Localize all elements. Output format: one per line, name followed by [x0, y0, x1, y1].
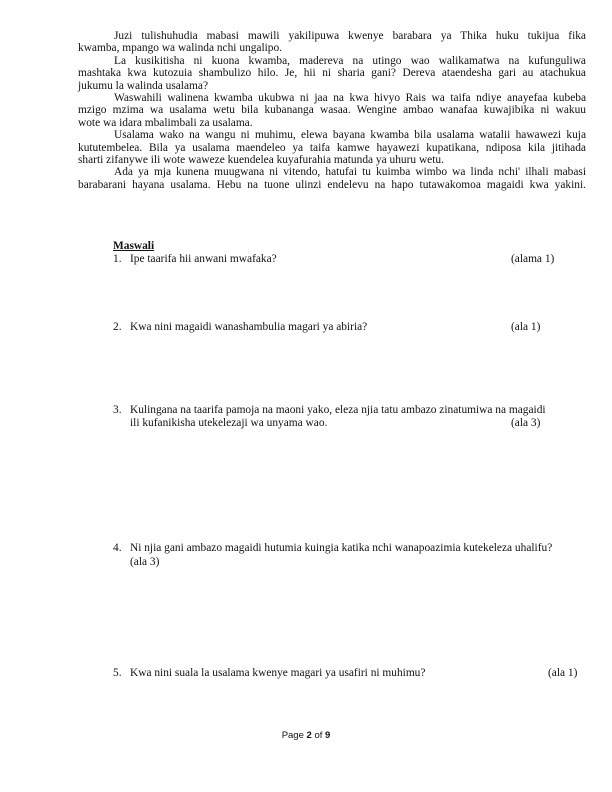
question-text: Kulingana na taarifa pamoja na maoni yako, eleza njia tatu ambazo zinatumiwa na magaidi [130, 404, 546, 416]
passage-line: Waswahili walinena kwamba ukubwa ni jaa na kwa hivyo Rais wa taifa ndiye anayefaa kubeba [114, 92, 586, 104]
passage-line: wote wa idara mbalimbali za usalama. [78, 116, 253, 129]
passage-line: kututembelea. Bila ya usalama maendeleo ya taifa kamwe hayawezi kupatikana, ndiposa kila jitihada [78, 141, 586, 154]
questions-heading: Maswali [113, 240, 155, 252]
question-text: Kwa nini magaidi wanashambulia magari ya abiria? [130, 321, 368, 333]
question-text: Ni njia gani ambazo magaidi hutumia kuingia katika nchi wanapoazimia kutekeleza uhalifu? [130, 542, 553, 554]
question-marks: (ala 1) [548, 667, 578, 679]
page-footer [0, 730, 612, 741]
passage-line: jukumu la walinda usalama? [78, 79, 209, 92]
passage-line: mzigo mzima wa usalama wetu bila kubananga wasaa. Wengine ambao wanafaa kuwajibika ni wakuu [78, 104, 586, 117]
passage-line: barabarani hayana usalama. Hebu na tuone ulinzi endelevu na hapo tutawakomoa magaidi kwa yakini. [78, 178, 586, 191]
passage-line: La kusikitisha ni kuona kwamba, madereva na utingo wao walikamatwa na kufunguliwa [114, 54, 586, 67]
question-marks: (ala 3) [511, 417, 541, 429]
question-text: ili kufanikisha utekelezaji wa unyama wao. [130, 417, 328, 429]
footer-prefix: Page [281, 730, 307, 741]
total-pages: 9 [325, 730, 331, 741]
passage-line: kwamba, mpango wa walinda nchi ungalipo. [78, 42, 283, 55]
passage-line: Usalama wako na wangu ni muhimu, elewa bayana kwamba bila usalama watalii hawawezi kuja [114, 129, 586, 142]
question-number: 4. [113, 542, 122, 554]
question-text: Ipe taarifa hii anwani mwafaka? [130, 253, 277, 265]
question-number: 5. [113, 667, 122, 679]
current-page: 2 [306, 730, 312, 741]
question-text: Kwa nini suala la usalama kwenye magari ya usafiri ni muhimu? [130, 667, 426, 679]
passage-line: sharti zifanywe ili wote waweze kuendelea kuyafurahia matunda ya uhuru wetu. [78, 154, 444, 166]
question-marks: (ala 1) [511, 321, 541, 333]
question-number: 1. [113, 253, 122, 265]
question-number: 2. [113, 321, 122, 333]
passage-line: Ada ya mja kunena muugwana ni vitendo, hatufai tu kuimba wimbo wa linda nchi' ilhali mabasi [114, 166, 586, 179]
question-number: 3. [113, 404, 122, 416]
question-marks: (alama 1) [511, 253, 555, 265]
passage-line: mashtaka kwa kutozuia shambulizo hilo. Je, hii ni sharia gani? Dereva ataendesha gari au atachukua [78, 67, 586, 80]
footer-middle: of [311, 730, 326, 741]
passage-line: Juzi tulishuhudia mabasi mawili yakilipuwa kwenye barabara ya Thika huku tukijua fika [114, 30, 586, 42]
question-marks: (ala 3) [130, 556, 160, 568]
